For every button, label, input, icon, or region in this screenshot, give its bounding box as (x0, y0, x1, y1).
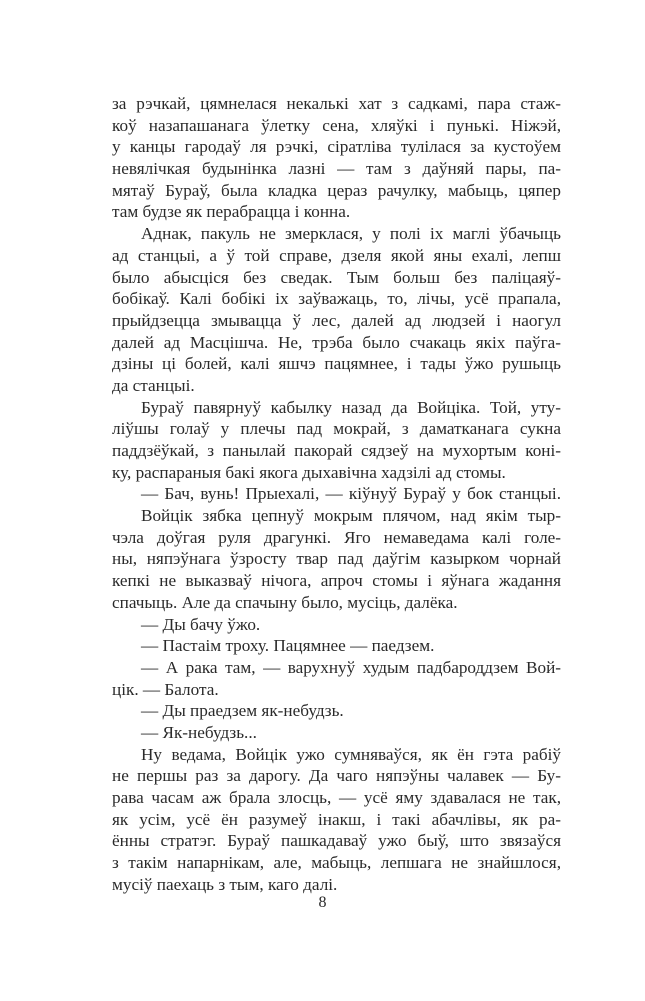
text-line: мусіў паехаць з тым, каго далі. (112, 874, 338, 894)
text-line: з такім напарнікам, але, мабыць, лепшага не знайшлося, (112, 853, 561, 873)
text-line: — Ды бачу ўжо. (141, 614, 261, 634)
text-line: далей ад Масцішча. Не, трэба было счакаць якіх паўга- (112, 332, 561, 352)
text-line: як усім, усё ён разумеў інакш, і такі абачлівы, як ра- (112, 809, 561, 829)
text-line: ённы стратэг. Бураў пашкадаваў ужо быў, што звязаўся (112, 831, 561, 851)
text-line: — А рака там, — варухнуў худым падбароддзем Вой- (141, 657, 561, 677)
text-line: — Бач, вунь! Прыехалі, — кіўнуў Бураў у бок станцыі. (141, 484, 561, 504)
text-line: бобікаў. Калі бобікі іх заўважаць, то, лічы, усё прапала, (112, 289, 561, 309)
page-body (112, 93, 561, 895)
text-line: — Пастаім троху. Пацямнее — паедзем. (141, 636, 435, 656)
text-line: Ну ведама, Войцік ужо сумняваўся, як ён гэта рабіў (141, 744, 561, 764)
text-line: спачыць. Але да спачыну было, мусіць, далёка. (112, 592, 458, 612)
text-line: кепкі не выказваў нічога, апроч стомы і яўнага жадання (112, 571, 561, 591)
text-line: — Як-небудзь... (141, 722, 257, 742)
page-number: 8 (318, 894, 327, 911)
text-line: коў назапашанага ўлетку сена, хляўкі і пунькі. Ніжэй, (112, 115, 561, 135)
text-line: за рэчкай, цямнелася некалькі хат з садкамі, пара стаж- (112, 94, 561, 113)
text-line: Аднак, пакуль не змерклася, у полі іх маглі ўбачыць (141, 224, 561, 244)
text-line: ку, распараныя бакі якога дыхавічна хадзілі ад стомы. (112, 462, 506, 482)
text-line: не першы раз за дарогу. Да чаго няпэўны чалавек — Бу- (112, 766, 561, 786)
text-line: ны, няпэўнага ўзросту твар пад даўгім казырком чорнай (112, 549, 561, 569)
text-line: ліўшы голаў у плечы пад мокрай, з даматканага сукна (112, 419, 561, 439)
text-line: цік. — Балота. (112, 679, 219, 699)
text-line: Бураў павярнуў кабылку назад да Войціка. Той, уту- (141, 397, 561, 417)
text-line: было абысціся без сведак. Тым больш без паліцаяў- (112, 267, 561, 287)
text-line: чэла доўгая руля драгункі. Яго немаведама калі голе- (112, 527, 561, 547)
text-line: рава часам аж брала злосць, — усё яму здавалася не так, (112, 788, 561, 807)
text-line: — Ды праедзем як-небудзь. (141, 701, 344, 721)
text-line: дзіны ці болей, калі яшчэ пацямнее, і тады ўжо рушыць (112, 354, 561, 374)
text-line: невялічкая будынінка лазні — там з даўняй пары, па- (112, 159, 561, 179)
text-line: у канцы гародаў ля рэчкі, сіратліва тулілася за кустоўем (112, 137, 561, 157)
text-line: ад станцыі, а ў той справе, дзеля якой яны ехалі, лепш (112, 245, 561, 265)
text-line: Войцік зябка цепнуў мокрым плячом, над якім тыр- (141, 506, 561, 526)
text-line: паддзёўкай, з панылай пакорай сядзеў на мухортым коні- (112, 441, 561, 460)
text-line: да станцыі. (112, 375, 195, 395)
text-line: там будзе як перабрацца і конна. (112, 202, 351, 222)
text-line: прыйдзецца змывацца ў лес, далей ад людзей і наогул (112, 310, 561, 330)
text-line: мятаў Бураў, была кладка цераз рачулку, мабыць, цяпер (112, 180, 561, 200)
